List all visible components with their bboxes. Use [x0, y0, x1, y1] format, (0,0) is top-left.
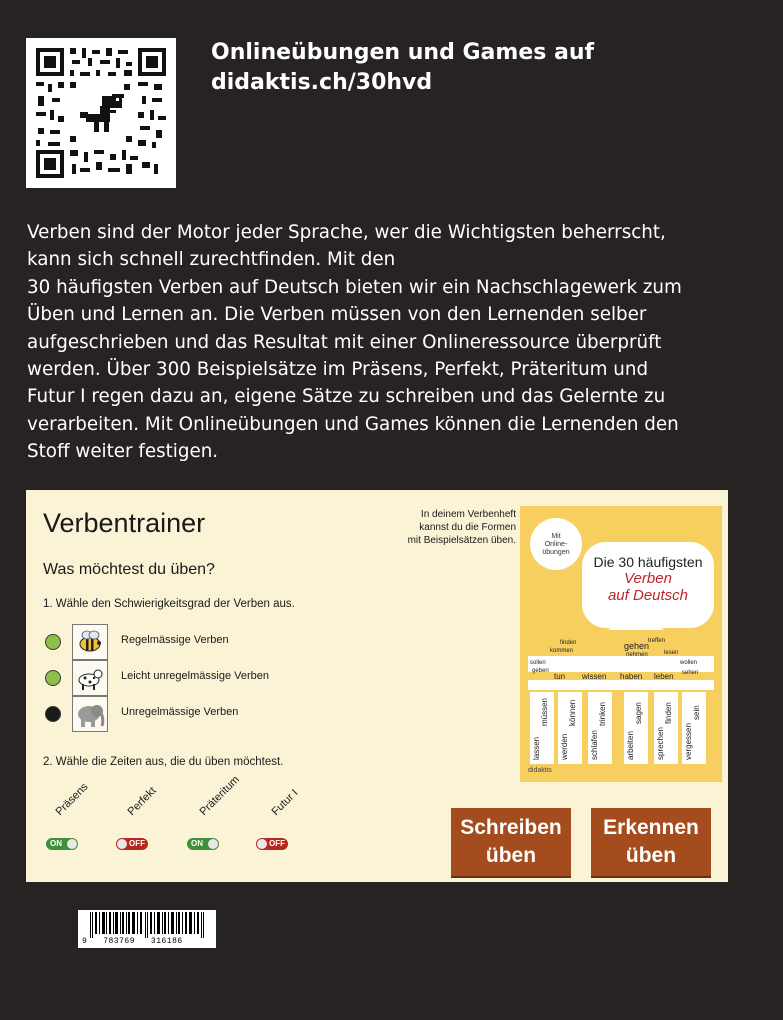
trainer-title: Verbentrainer: [43, 508, 206, 538]
qr-code: [26, 38, 176, 188]
qr-pattern: [34, 46, 168, 180]
verb-word: müssen: [540, 697, 549, 726]
dog-icon: [72, 660, 108, 696]
barcode-bars: [78, 910, 216, 938]
badge-line: Online-: [544, 541, 568, 548]
verb-word: wissen: [582, 672, 607, 681]
hint-text: [368, 508, 516, 547]
book-title-1: Die 30 häufigsten: [593, 554, 703, 570]
tense-label: Perfekt: [125, 784, 159, 818]
button-line: üben: [625, 844, 677, 867]
verb-word: lassen: [532, 736, 541, 760]
verb-word: leben: [654, 672, 674, 681]
toggle-futur[interactable]: [256, 838, 288, 850]
verb-word: haben: [620, 672, 643, 681]
verb-word: können: [568, 699, 577, 726]
level-radio[interactable]: [45, 670, 61, 686]
verbentrainer-screenshot: [26, 490, 728, 882]
step-1-label: 1. Wähle den Schwierigkeitsgrad der Verben aus.: [43, 598, 295, 610]
button-line: Schreiben: [460, 816, 562, 839]
book-cover: [520, 506, 722, 782]
verb-word: sollen: [530, 660, 546, 666]
toggle-praeteritum[interactable]: [187, 838, 219, 850]
tense-label: Präteritum: [197, 773, 242, 818]
tense-label: Präsens: [53, 780, 91, 818]
level-label: Leicht unregelmässige Verben: [121, 670, 269, 682]
book-title-2: Verben: [624, 570, 672, 587]
erkennen-ueben-button[interactable]: [591, 808, 711, 876]
verb-word: finden: [664, 702, 673, 724]
verb-word: nehmen: [626, 652, 648, 658]
description-line: Futur I regen dazu an, eigene Sätze zu schreiben und das Gelernte zu: [27, 386, 666, 408]
level-radio[interactable]: [45, 706, 61, 722]
description-line: verarbeiten. Mit Onlineübungen und Games können die Lernenden den: [27, 413, 679, 435]
level-label: Unregelmässige Verben: [121, 706, 239, 718]
isbn-barcode: [78, 910, 216, 948]
bee-icon: [72, 624, 108, 660]
verb-word: schlafen: [590, 730, 599, 760]
online-promo: [211, 38, 594, 98]
schreiben-ueben-button[interactable]: [451, 808, 571, 876]
toggle-perfekt[interactable]: [116, 838, 148, 850]
verb-word: sehen: [682, 670, 699, 676]
toggle-praesens[interactable]: [46, 838, 78, 850]
promo-url: didaktis.ch/30hvd: [211, 70, 433, 95]
verb-word: vergessen: [684, 723, 693, 760]
verb-word: gehen: [624, 641, 650, 651]
barcode-digits: 9 783769 316186: [82, 937, 183, 946]
toggle-state: OFF: [129, 839, 145, 848]
verb-word: trinken: [598, 701, 607, 726]
verb-word: geben: [532, 668, 549, 674]
verb-word: sagen: [634, 702, 643, 724]
step-2-label: 2. Wähle die Zeiten aus, die du üben möchtest.: [43, 756, 284, 768]
level-label: Regelmässige Verben: [121, 634, 229, 646]
verb-word: sein: [692, 705, 701, 720]
button-line: üben: [485, 844, 537, 867]
verb-word: finden: [560, 640, 577, 646]
trainer-question: Was möchtest du üben?: [43, 561, 215, 578]
verb-word: kommen: [550, 648, 574, 654]
toggle-state: ON: [191, 839, 203, 848]
badge-line: Mit: [551, 533, 561, 540]
description-line: aufgeschrieben und das Resultat mit einer Onlineressource überprüft: [27, 331, 662, 353]
verb-word: werden: [560, 733, 569, 760]
description-line: kann sich schnell zurechtfinden. Mit den: [27, 249, 396, 271]
description-line: Verben sind der Motor jeder Sprache, wer die Wichtigsten beherrscht,: [27, 222, 666, 243]
level-radio[interactable]: [45, 634, 61, 650]
verb-word: tun: [554, 672, 566, 681]
book-publisher: didaktis: [528, 767, 552, 774]
hint-line: mit Beispielsätzen üben.: [407, 535, 516, 546]
dinosaur-icon: [80, 94, 124, 132]
description-line: Stoff weiter festigen.: [27, 441, 219, 463]
hint-line: In deinem Verbenheft: [420, 509, 516, 520]
description: [27, 219, 762, 466]
elephant-icon: [72, 696, 108, 732]
gate-illustration: [520, 506, 722, 782]
toggle-state: OFF: [269, 839, 285, 848]
tense-label: Futur I: [269, 787, 301, 818]
verb-word: lesen: [664, 650, 679, 656]
description-line: 30 häufigsten Verben auf Deutsch bieten wir ein Nachschlagewerk zum: [27, 276, 682, 298]
description-line: werden. Über 300 Beispielsätze im Präsens, Perfekt, Präteritum und: [27, 359, 649, 381]
promo-line-1: Onlineübungen und Games auf: [211, 40, 595, 65]
badge-line: übungen: [542, 549, 570, 556]
verb-word: sprechen: [656, 727, 665, 760]
toggle-state: ON: [50, 839, 62, 848]
verb-word: treffen: [648, 638, 665, 644]
verb-word: wollen: [680, 660, 698, 666]
verb-word: arbeiten: [626, 731, 635, 760]
book-title-3: auf Deutsch: [607, 587, 689, 604]
description-line: Üben und Lernen an. Die Verben müssen von den Lernenden selber: [27, 304, 647, 326]
hint-line: kannst du die Formen: [419, 522, 516, 533]
button-line: Erkennen: [603, 816, 699, 839]
